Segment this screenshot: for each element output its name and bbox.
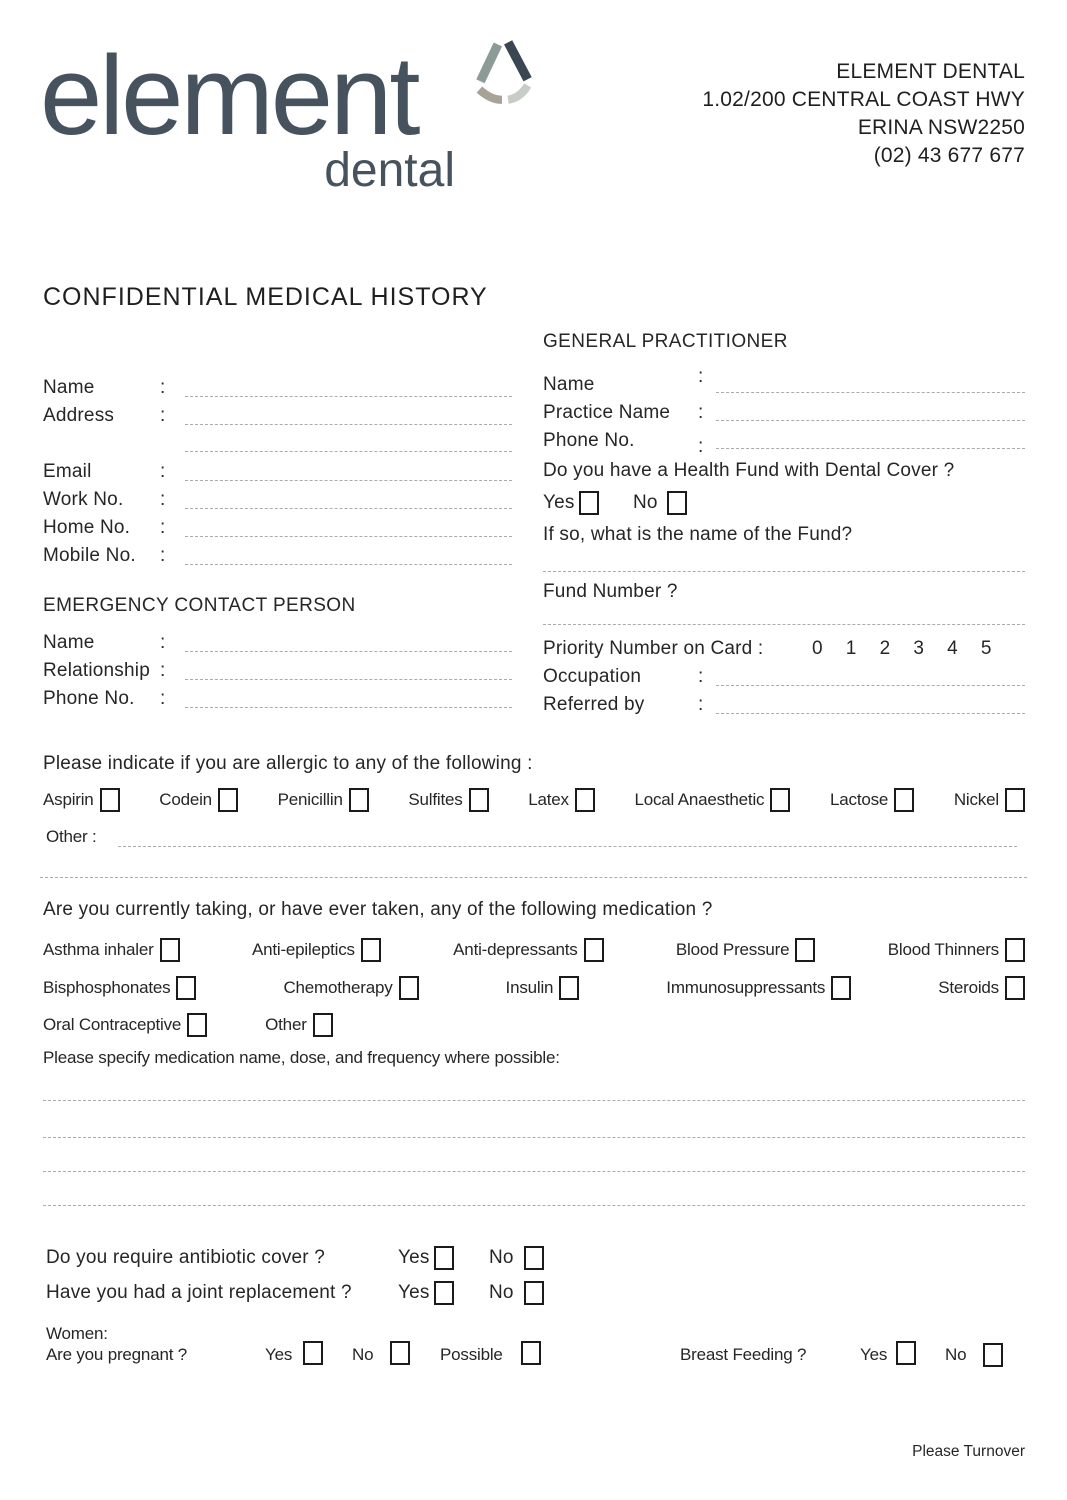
gp-phone-label: Phone No. (543, 430, 635, 451)
gp-practice-label: Practice Name (543, 402, 671, 423)
codein-checkbox[interactable] (218, 788, 238, 812)
local-anaesthetic-checkbox[interactable] (770, 788, 790, 812)
fund-name-question: If so, what is the name of the Fund? (543, 524, 853, 545)
breast-feeding-no-checkbox[interactable] (983, 1343, 1003, 1367)
joint-replacement-question: Have you had a joint replacement ? (46, 1282, 352, 1303)
allergy-label-codein: Codein (159, 790, 212, 809)
gp-name-field-line[interactable] (716, 392, 1025, 393)
medication-label-blood-pressure: Blood Pressure (675, 940, 790, 959)
allergy-row (43, 788, 1025, 812)
latex-checkbox[interactable] (575, 788, 595, 812)
health-fund-no-label: No (633, 492, 658, 513)
priority-number-options (812, 638, 992, 660)
allergy-other-label: Other : (46, 827, 97, 846)
emergency-name-field-line[interactable] (185, 651, 512, 652)
pregnant-no-label: No (352, 1345, 374, 1364)
blood-thinners-checkbox[interactable] (1005, 938, 1025, 962)
sulfites-checkbox[interactable] (469, 788, 489, 812)
chemotherapy-checkbox[interactable] (399, 976, 419, 1000)
breast-feeding-question: Breast Feeding ? (680, 1345, 807, 1364)
medication-label-blood-thinners: Blood Thinners (887, 940, 999, 959)
other-medication-checkbox[interactable] (313, 1013, 333, 1037)
allergy-intro: Please indicate if you are allergic to any of the following : (43, 753, 533, 774)
gp-practice-field-line[interactable] (716, 420, 1025, 421)
penicillin-checkbox[interactable] (349, 788, 369, 812)
anti-epileptics-checkbox[interactable] (361, 938, 381, 962)
medication-write-line-3[interactable] (43, 1171, 1025, 1172)
priority-number-2[interactable]: 2 (879, 638, 891, 659)
patient-mobile-label: Mobile No. (43, 545, 136, 566)
colon: : (160, 632, 166, 653)
occupation-field-line[interactable] (716, 685, 1025, 686)
antibiotic-no-label: No (489, 1247, 514, 1268)
medication-write-line-1[interactable] (43, 1100, 1025, 1101)
priority-number-5[interactable]: 5 (980, 638, 992, 659)
patient-name-label: Name (43, 377, 95, 398)
health-fund-no-checkbox[interactable] (667, 491, 687, 515)
page-title: CONFIDENTIAL MEDICAL HISTORY (43, 283, 488, 311)
priority-number-label: Priority Number on Card : (543, 638, 764, 659)
clinic-address-line1: 1.02/200 CENTRAL COAST HWY (702, 88, 1025, 111)
medication-row-1 (43, 938, 1025, 962)
patient-email-field-line[interactable] (185, 480, 512, 481)
medication-specify-note: Please specify medication name, dose, and frequency where possible: (43, 1048, 560, 1067)
immunosuppressants-checkbox[interactable] (831, 976, 851, 1000)
clinic-name: ELEMENT DENTAL (836, 60, 1025, 83)
health-fund-yes-label: Yes (543, 492, 575, 513)
colon: : (698, 666, 704, 687)
medication-label-bisphosphonates: Bisphosphonates (43, 978, 171, 997)
emergency-name-label: Name (43, 632, 95, 653)
emergency-phone-label: Phone No. (43, 688, 135, 709)
priority-number-1[interactable]: 1 (845, 638, 857, 659)
triangle-logo-icon (466, 28, 540, 108)
antibiotic-no-checkbox[interactable] (524, 1246, 544, 1270)
medication-row-3 (43, 1013, 333, 1037)
pregnant-possible-checkbox[interactable] (521, 1341, 541, 1365)
emergency-section-heading: EMERGENCY CONTACT PERSON (43, 595, 356, 616)
brand-logo-text: element (40, 33, 418, 158)
clinic-phone: (02) 43 677 677 (873, 144, 1025, 167)
steroids-checkbox[interactable] (1005, 976, 1025, 1000)
medication-write-line-4[interactable] (43, 1205, 1025, 1206)
priority-number-3[interactable]: 3 (913, 638, 925, 659)
medication-label-insulin: Insulin (505, 978, 554, 997)
colon: : (698, 694, 704, 715)
pregnant-yes-label: Yes (265, 1345, 293, 1364)
allergy-label-lactose: Lactose (830, 790, 889, 809)
colon: : (160, 517, 166, 538)
colon: : (698, 366, 704, 387)
antibiotic-question: Do you require antibiotic cover ? (46, 1247, 326, 1268)
patient-address-field-line2[interactable] (185, 451, 512, 452)
colon: : (160, 377, 166, 398)
medication-question: Are you currently taking, or have ever taken, any of the following medication ? (43, 899, 713, 920)
priority-number-4[interactable]: 4 (947, 638, 958, 659)
colon: : (160, 545, 166, 566)
medication-label-steroids: Steroids (938, 978, 999, 997)
nickel-checkbox[interactable] (1005, 788, 1025, 812)
pregnant-possible-label: Possible (440, 1345, 503, 1364)
antibiotic-yes-checkbox[interactable] (434, 1246, 454, 1270)
medication-label-anti-epileptics: Anti-epileptics (251, 940, 355, 959)
patient-home-label: Home No. (43, 517, 131, 538)
anti-depressants-checkbox[interactable] (584, 938, 604, 962)
lactose-checkbox[interactable] (894, 788, 914, 812)
pregnant-question: Are you pregnant ? (46, 1345, 187, 1364)
clinic-address-block (702, 58, 1025, 170)
medication-write-line-2[interactable] (43, 1137, 1025, 1138)
bisphosphonates-checkbox[interactable] (176, 976, 196, 1000)
patient-home-field-line[interactable] (185, 536, 512, 537)
breast-feeding-yes-label: Yes (860, 1345, 888, 1364)
patient-address-field-line[interactable] (185, 424, 512, 425)
clinic-address-line2: ERINA NSW2250 (857, 116, 1025, 139)
allergy-label-latex: Latex (528, 790, 569, 809)
patient-mobile-field-line[interactable] (185, 564, 512, 565)
medication-label-other: Other (265, 1015, 307, 1034)
allergy-label-sulfites: Sulfites (408, 790, 463, 809)
priority-number-0[interactable]: 0 (812, 638, 823, 659)
allergy-label-local-anaesthetic: Local Anaesthetic (634, 790, 765, 809)
oral-contraceptive-checkbox[interactable] (187, 1013, 207, 1037)
joint-no-label: No (489, 1282, 514, 1303)
emergency-phone-field-line[interactable] (185, 707, 512, 708)
occupation-label: Occupation (543, 666, 642, 687)
health-fund-yes-checkbox[interactable] (579, 491, 599, 515)
patient-email-label: Email (43, 461, 92, 482)
colon: : (160, 688, 166, 709)
section-divider-line (40, 877, 1027, 878)
health-fund-question: Do you have a Health Fund with Dental Cover ? (543, 460, 955, 481)
blood-pressure-checkbox[interactable] (795, 938, 815, 962)
colon: : (160, 660, 166, 681)
asthma-inhaler-checkbox[interactable] (160, 938, 180, 962)
aspirin-checkbox[interactable] (100, 788, 120, 812)
referred-by-field-line[interactable] (716, 713, 1025, 714)
breast-feeding-yes-checkbox[interactable] (896, 1341, 916, 1365)
colon: : (160, 489, 166, 510)
pregnant-no-checkbox[interactable] (390, 1341, 410, 1365)
medication-label-chemotherapy: Chemotherapy (283, 978, 393, 997)
referred-by-label: Referred by (543, 694, 645, 715)
allergy-label-penicillin: Penicillin (277, 790, 343, 809)
colon: : (160, 405, 166, 426)
gp-name-label: Name (543, 374, 595, 395)
allergy-label-aspirin: Aspirin (43, 790, 94, 809)
fund-name-field-line[interactable] (543, 571, 1025, 572)
medication-row-2 (43, 976, 1025, 1000)
allergy-label-nickel: Nickel (953, 790, 999, 809)
medication-label-anti-depressants: Anti-depressants (453, 940, 578, 959)
joint-yes-checkbox[interactable] (434, 1281, 454, 1305)
fund-number-field-line[interactable] (543, 624, 1025, 625)
gp-phone-field-line[interactable] (716, 448, 1025, 449)
turnover-note: Please Turnover (912, 1443, 1025, 1460)
brand-logo-subtext: dental (324, 144, 455, 197)
breast-feeding-no-label: No (945, 1345, 967, 1364)
allergy-other-field-line[interactable] (118, 846, 1017, 847)
joint-no-checkbox[interactable] (524, 1281, 544, 1305)
medication-label-immunosuppressants: Immunosuppressants (666, 978, 826, 997)
pregnant-yes-checkbox[interactable] (303, 1341, 323, 1365)
joint-yes-label: Yes (398, 1282, 430, 1303)
patient-address-label: Address (43, 405, 115, 426)
colon: : (698, 436, 704, 457)
insulin-checkbox[interactable] (559, 976, 579, 1000)
women-heading: Women: (46, 1324, 108, 1343)
patient-work-field-line[interactable] (185, 508, 512, 509)
gp-section-heading: GENERAL PRACTITIONER (543, 331, 788, 352)
medication-label-asthma-inhaler: Asthma inhaler (43, 940, 154, 959)
emergency-relationship-label: Relationship (43, 660, 150, 681)
patient-name-field-line[interactable] (185, 396, 512, 397)
colon: : (698, 402, 704, 423)
fund-number-label: Fund Number ? (543, 581, 678, 602)
emergency-relationship-field-line[interactable] (185, 679, 512, 680)
antibiotic-yes-label: Yes (398, 1247, 430, 1268)
colon: : (160, 461, 166, 482)
patient-work-label: Work No. (43, 489, 124, 510)
medication-label-oral-contraceptive: Oral Contraceptive (43, 1015, 182, 1034)
